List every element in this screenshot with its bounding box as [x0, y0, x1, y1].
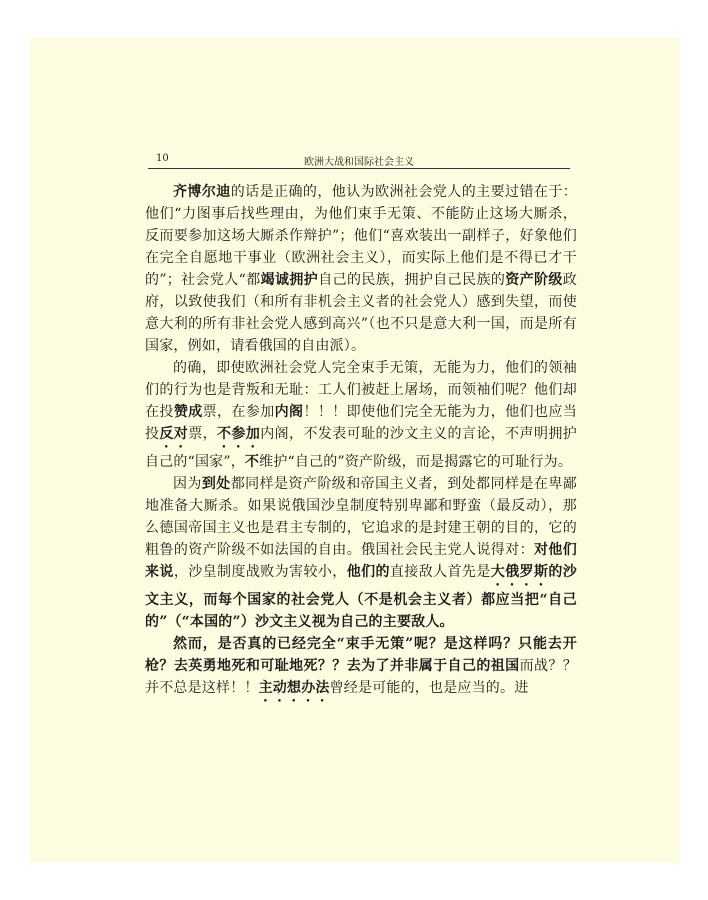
paragraph	[145, 633, 577, 705]
text-run: 自己的民族，拥护自己民族的	[318, 272, 506, 288]
text-run: 维护“自己的”资产阶级，而是揭露它的可耻行为。	[259, 454, 573, 470]
book-title: 欧洲大战和国际社会主义	[304, 157, 414, 168]
bold-text: 的沙文主义，而每个国家的社会党人（不是机会主义者）都应当把“自己的”（“本国的”）沙文主义视为自己的主要敌人。	[145, 564, 577, 630]
bold-text: 齐博尔迪	[173, 184, 231, 200]
bold-text: 不	[244, 454, 260, 470]
text-run: 票，在参加	[202, 404, 275, 420]
body-text	[145, 181, 577, 705]
text-run: 的话是正确的，他认为欧洲社会党人的主要过错在于：他们“力图事后找些理由，为他们束手无策、不能防止这场大厮杀，反而要参加这场大厮杀作辩护”；他们“喜欢装出一副样子，好象他们在完全自愿地干事业（欧洲社会主义），而实际上他们是不得已才干的”；社会党人“都	[145, 184, 577, 288]
emphasized-text: 反对	[159, 426, 189, 442]
bold-text: 他们的	[346, 564, 390, 580]
text-run: 直接敌人首先是	[389, 564, 491, 580]
paragraph	[145, 181, 577, 357]
text-run: 内阁，不发表可耻的沙文主义的言论，不声明拥护自己的“国家”，	[145, 426, 577, 470]
paragraph	[145, 473, 577, 633]
bold-text: 竭诚拥护	[260, 272, 319, 288]
text-run: ！！！即使他们完全无能为力，他们也应当投	[145, 404, 577, 442]
bold-text: 对他们来说	[145, 542, 577, 580]
bold-text: 资产阶级	[505, 272, 563, 288]
text-run: 政府，以致使我们（和所有非机会主义者的社会党人）感到失望，而使意大利的所有非社会党人感到高兴”（也不只是意大利一国，而是所有国家，例如，请看俄国的自由派）。	[145, 272, 577, 354]
text-run: 的确，即使欧洲社会党人完全束手无策，无能为力，他们的领袖们的行为也是背叛和无耻：工人们被赶上屠场，而领袖们呢？他们却在投	[145, 360, 577, 420]
text-run: 曾经是可能的，也是应当的。进	[329, 680, 529, 696]
running-head	[148, 152, 570, 169]
text-run: 票，	[188, 426, 218, 442]
bold-text: 到处	[201, 476, 231, 492]
paragraph	[145, 357, 577, 473]
emphasized-text: 主动想办法	[258, 680, 330, 696]
bold-text: 内阁	[274, 404, 304, 420]
bold-text: 然而，是否真的已经完全“束手无策”呢？是这样吗？只能去开枪？去英勇地死和可耻地死？？去为了并非属于自己的祖国	[145, 636, 577, 674]
text-run: 因为	[173, 476, 202, 492]
emphasized-text: 大俄罗斯	[490, 564, 549, 580]
text-run: ，沙皇制度战败为害较小，	[173, 564, 347, 580]
text-run: 而战？？并不总是这样！！	[145, 658, 577, 696]
page-number: 10	[156, 153, 169, 164]
text-run: 都同样是资产阶级和帝国主义者，到处都同样是在卑鄙地准备大厮杀。如果说俄国沙皇制度特别卑鄙和野蛮（最反动），那么德国帝国主义也是君主专制的，它追求的是封建王朝的目的，它的粗鲁的资产阶级不如法国的自由。俄国社会民主党人说得对：	[145, 476, 577, 558]
emphasized-text: 不参加	[217, 426, 261, 442]
bold-text: 赞成	[173, 404, 203, 420]
